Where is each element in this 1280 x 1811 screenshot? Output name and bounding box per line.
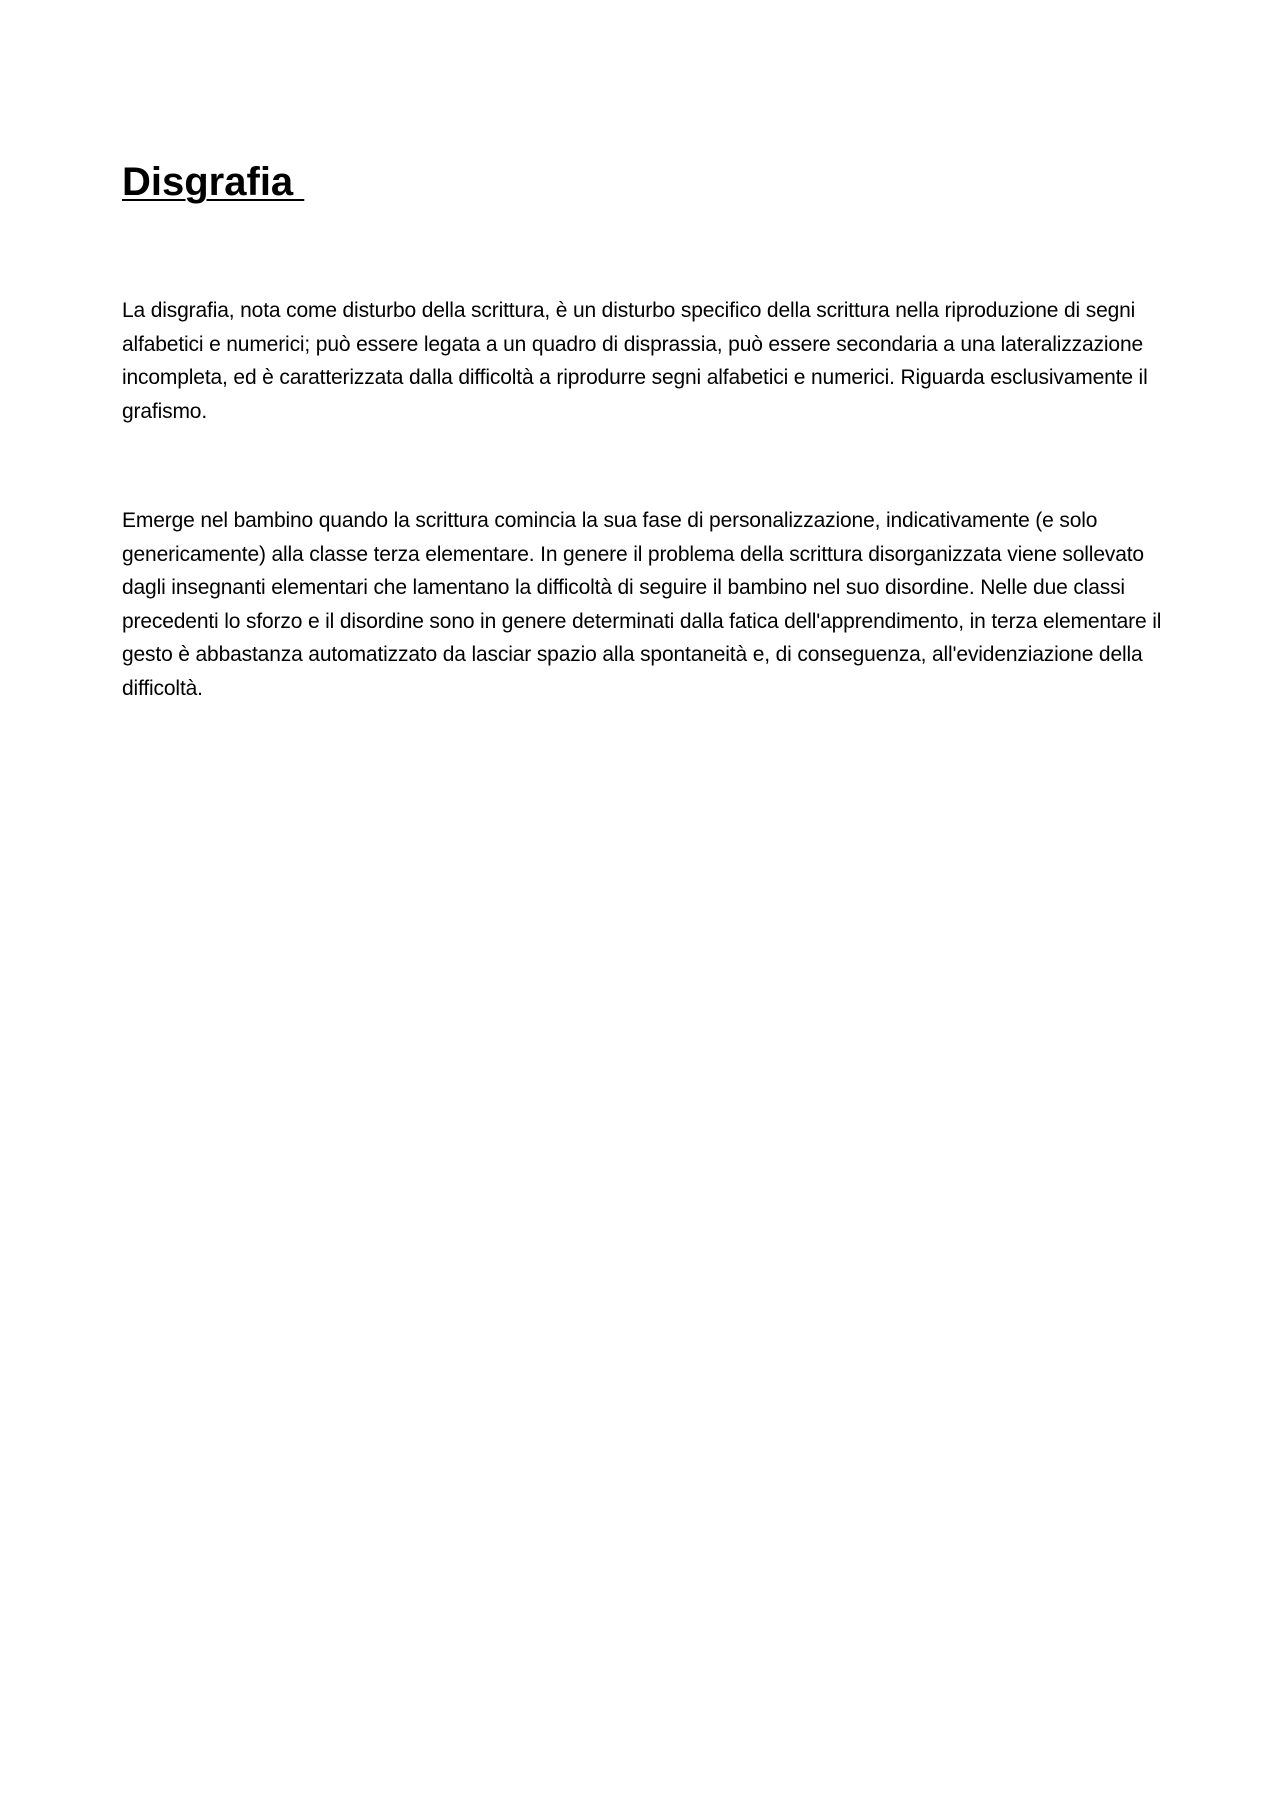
document-title: Disgrafia xyxy=(122,160,305,204)
paragraph-onset: Emerge nel bambino quando la scrittura comincia la sua fase di personalizzazione, indicativamente (e solo genericamente) alla classe terza elementare. In genere il problema della scrittura disorganizzata viene sollevato dagli insegnanti elementari che lamentano la difficoltà di seguire il bambino nel suo disordine. Nelle due classi precedenti lo sforzo e il disordine sono in genere determinati dalla fatica dell'apprendimento, in terza elementare il gesto è abbastanza automatizzato da lasciar spazio alla spontaneità e, di conseguenza, all'evidenziazione della difficoltà. xyxy=(122,509,1162,700)
document-body xyxy=(122,156,1162,705)
paragraph-definition: La disgrafia, nota come disturbo della scrittura, è un disturbo specifico della scrittura nella riproduzione di segni alfabetici e numerici; può essere legata a un quadro di disprassia, può essere secondaria a una lateralizzazione incompleta, ed è caratterizzata dalla difficoltà a riprodurre segni alfabetici e numerici. Riguarda esclusivamente il grafismo. xyxy=(122,299,1148,423)
